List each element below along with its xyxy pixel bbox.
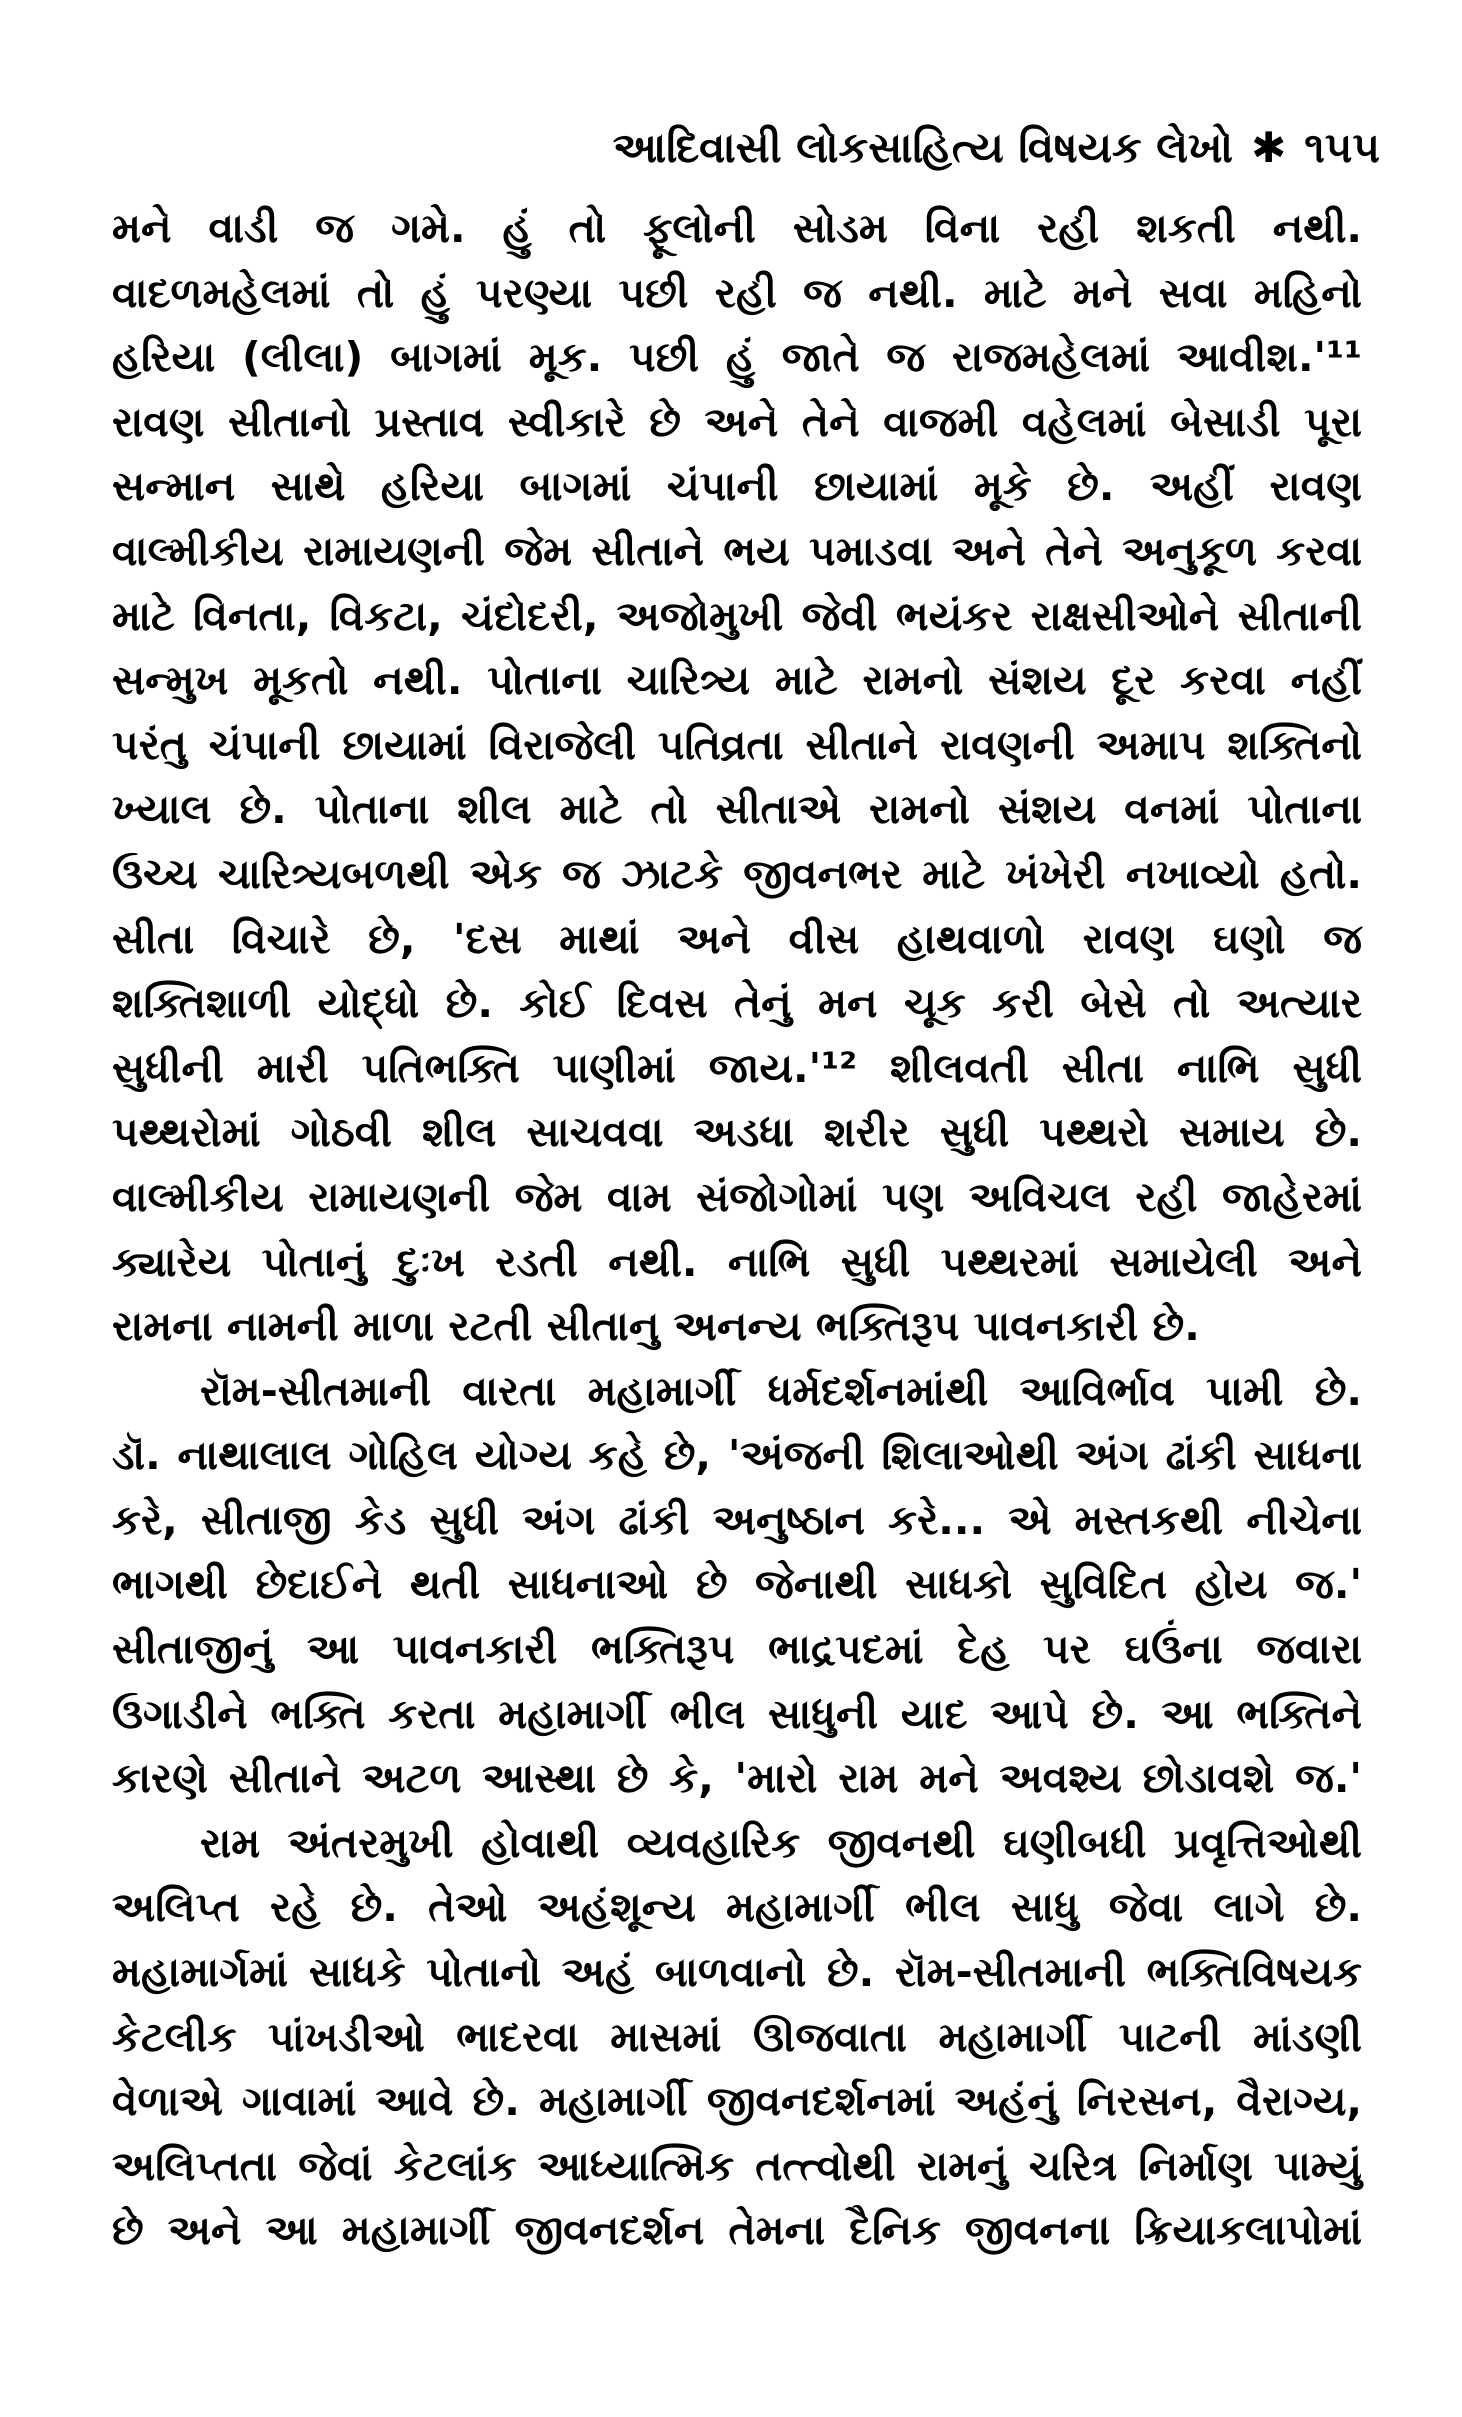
header-title: આદિવાસી લોકસાહિત્ય વિષયક લેખો xyxy=(612,123,1234,172)
text-line: કેટલીક પાંખડીઓ ભાદરવા માસમાં ઊજવાતા મહામાર્ગી પાટની માંડણી xyxy=(112,2012,1362,2061)
running-header xyxy=(613,118,1380,178)
page-number: ૧૫૫ xyxy=(1304,123,1380,172)
text-line: કારણે સીતાને અટળ આસ્થા છે કે, 'મારો રામ મને અવશ્ય છોડાવશે જ.' xyxy=(112,1754,1362,1803)
text-line: રાવણ સીતાનો પ્રસ્તાવ સ્વીકારે છે અને તેને વાજમી વહેલમાં બેસાડી પૂરા xyxy=(112,397,1362,446)
text-line: વાદળમહેલમાં તો હું પરણ્યા પછી રહી જ નથી. માટે મને સવા મહિનો xyxy=(112,268,1362,317)
body-text xyxy=(112,196,1362,2263)
text-line: અલિપ્ત રહે છે. તેઓ અહંશૂન્ય મહામાર્ગી ભીલ સાધુ જેવા લાગે છે. xyxy=(112,1883,1362,1932)
text-line: સન્માન સાથે હરિયા બાગમાં ચંપાની છાયામાં મૂકે છે. અહીં રાવણ xyxy=(112,462,1362,511)
text-line: સન્મુખ મૂકતો નથી. પોતાના ચારિત્ર્ય માટે રામનો સંશય દૂર કરવા નહીં xyxy=(112,656,1362,705)
text-line: રામના નામની માળા રટતી સીતાનુ અનન્ય ભક્તિરૂપ પાવનકારી છે. xyxy=(112,1302,1200,1351)
text-line: સીતાજીનું આ પાવનકારી ભક્તિરૂપ ભાદ્રપદમાં દેહ પર ઘઉંના જવારા xyxy=(112,1625,1362,1674)
text-line: સીતા વિચારે છે, 'દસ માથાં અને વીસ હાથવાળો રાવણ ઘણો જ xyxy=(112,914,1362,963)
text-line: મહામાર્ગમાં સાધકે પોતાનો અહં બાળવાનો છે. રૉમ-સીતમાની ભક્તિવિષયક xyxy=(112,1948,1362,1997)
text-line: માટે વિનતા, વિકટા, ચંદોદરી, અજોમુખી જેવી ભયંકર રાક્ષસીઓને સીતાની xyxy=(112,591,1362,640)
text-line: પથ્થરોમાં ગોઠવી શીલ સાચવવા અડધા શરીર સુધી પથ્થરો સમાય છે. xyxy=(112,1108,1362,1157)
text-line: ક્યારેય પોતાનું દુઃખ રડતી નથી. નાભિ સુધી પથ્થરમાં સમાયેલી અને xyxy=(112,1237,1362,1286)
text-line: ભાગથી છેદાઈને થતી સાધનાઓ છે જેનાથી સાધકો સુવિદિત હોય જ.' xyxy=(112,1560,1362,1609)
asterisk-icon: ✱ xyxy=(1251,123,1287,172)
text-line: ખ્યાલ છે. પોતાના શીલ માટે તો સીતાએ રામનો સંશય વનમાં પોતાના xyxy=(112,785,1362,834)
text-line: મને વાડી જ ગમે. હું તો ફૂલોની સોડમ વિના રહી શકતી નથી. xyxy=(112,204,1362,252)
text-line: અલિપ્તતા જેવાં કેટલાંક આધ્યાત્મિક તત્ત્વોથી રામનું ચરિત્ર નિર્માણ પામ્યું xyxy=(112,2141,1362,2190)
text-line: શક્તિશાળી યોદ્ધો છે. કોઈ દિવસ તેનું મન ચૂક કરી બેસે તો અત્યાર xyxy=(112,979,1362,1028)
text-line: હરિયા (લીલા) બાગમાં મૂક. પછી હું જાતે જ રાજમહેલમાં આવીશ.'¹¹ xyxy=(112,333,1362,382)
text-line: સુધીની મારી પતિભક્તિ પાણીમાં જાય.'¹² શીલવતી સીતા નાભિ સુધી xyxy=(112,1043,1362,1092)
text-line: વાલ્મીકીય રામાયણની જેમ સીતાને ભય પમાડવા અને તેને અનુકૂળ કરવા xyxy=(112,526,1362,575)
text-line: ઉચ્ચ ચારિત્ર્યબળથી એક જ ઝાટકે જીવનભર માટે ખંખેરી નખાવ્યો હતો. xyxy=(112,849,1362,898)
text-line: ઉગાડીને ભક્તિ કરતા મહામાર્ગી ભીલ સાધુની યાદ આપે છે. આ ભક્તિને xyxy=(112,1689,1362,1738)
text-line: પરંતુ ચંપાની છાયામાં વિરાજેલી પતિવ્રતા સીતાને રાવણની અમાપ શક્તિનો xyxy=(112,720,1362,769)
text-line: રામ અંતરમુખી હોવાથી વ્યવહારિક જીવનથી ઘણીબધી પ્રવૃત્તિઓથી xyxy=(200,1818,1362,1867)
text-line: ડૉ. નાથાલાલ ગોહિલ યોગ્ય કહે છે, 'અંજની શિલાઓથી અંગ ઢાંકી સાધના xyxy=(112,1431,1362,1480)
text-line: વાલ્મીકીય રામાયણની જેમ વામ સંજોગોમાં પણ અવિચલ રહી જાહેરમાં xyxy=(112,1172,1362,1221)
text-line: વેળાએ ગાવામાં આવે છે. મહામાર્ગી જીવનદર્શનમાં અહંનું નિરસન, વૈરાગ્ય, xyxy=(112,2077,1362,2126)
text-line: રૉમ-સીતમાની વારતા મહામાર્ગી ધર્મદર્શનમાંથી આવિર્ભાવ પામી છે. xyxy=(200,1366,1362,1415)
text-line: છે અને આ મહામાર્ગી જીવનદર્શન તેમના દૈનિક જીવનના ક્રિયાકલાપોમાં xyxy=(112,2206,1362,2255)
text-line: કરે, સીતાજી કેડ સુધી અંગ ઢાંકી અનુષ્ઠાન કરે... એ મસ્તકથી નીચેના xyxy=(112,1495,1362,1544)
